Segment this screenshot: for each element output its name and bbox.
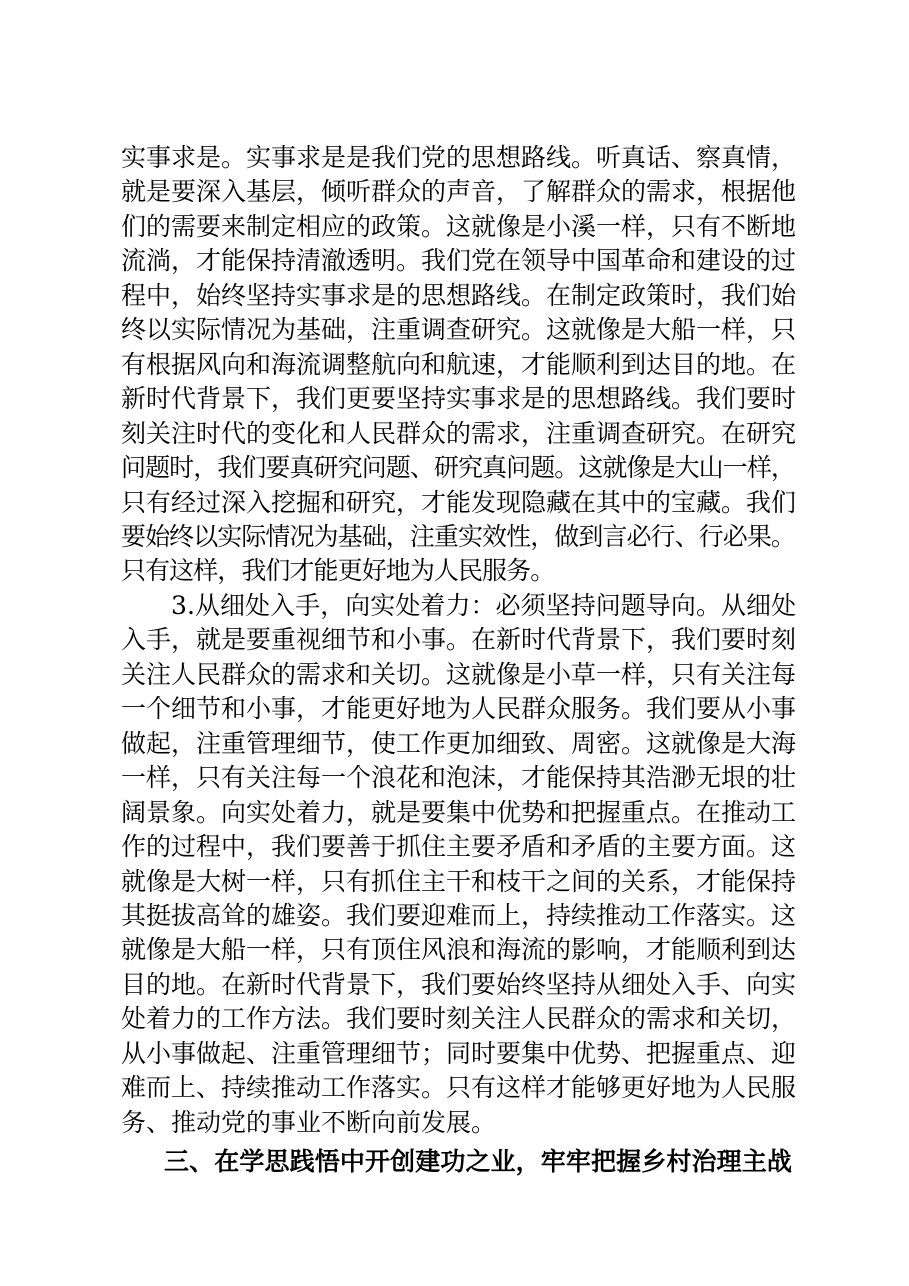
text-line-content: 新时代背景下，我们更要坚持实事求是的思想路线。我们要时	[121, 384, 797, 414]
text-line	[0, 279, 909, 313]
text-line-content: 就是要深入基层，倾听群众的声音，了解群众的需求，根据他	[121, 177, 797, 207]
text-line	[0, 623, 909, 657]
text-line-content: 刻关注时代的变化和人民群众的需求，注重调查研究。在研究	[121, 418, 797, 448]
text-line-content: 做起，注重管理细节，使工作更加细致、周密。这就像是大海	[121, 728, 797, 758]
text-line-content: 务、推动党的事业不断向前发展。	[121, 1107, 497, 1137]
text-line	[0, 520, 909, 554]
text-line	[0, 968, 909, 1002]
text-line-content: 终以实际情况为基础，注重调查研究。这就像是大船一样，只	[121, 315, 797, 345]
text-line	[0, 589, 909, 623]
text-line-content: 处着力的工作方法。我们要时刻关注人民群众的需求和关切，	[121, 1004, 797, 1034]
text-line	[0, 417, 909, 451]
text-line	[0, 244, 909, 278]
text-line-content: 就像是大船一样，只有顶住风浪和海流的影响，才能顺利到达	[121, 935, 797, 965]
text-line-content: 其挺拔高耸的雄姿。我们要迎难而上，持续推动工作落实。这	[121, 900, 797, 930]
text-line-content: 作的过程中，我们要善于抓住主要矛盾和矛盾的主要方面。这	[121, 832, 797, 861]
text-line	[0, 141, 909, 175]
text-line	[0, 727, 909, 761]
text-line	[0, 348, 909, 382]
text-line-content: 一样，只有关注每一个浪花和泡沫，才能保持其浩渺无垠的壮	[121, 763, 797, 793]
section-heading	[0, 1144, 909, 1180]
text-line	[0, 692, 909, 726]
text-line-content: 程中，始终坚持实事求是的思想路线。在制定政策时，我们始	[121, 280, 797, 310]
text-line	[0, 175, 909, 209]
text-line	[0, 933, 909, 967]
text-line-content: 实事求是。实事求是是我们党的思想路线。听真话、察真情，	[121, 143, 797, 172]
text-line	[0, 1002, 909, 1036]
text-line	[0, 658, 909, 692]
text-line	[0, 210, 909, 244]
text-line	[0, 1037, 909, 1071]
text-line-content: 有根据风向和海流调整航向和航速，才能顺利到达目的地。在	[121, 349, 797, 379]
text-line	[0, 382, 909, 416]
text-line-content: 目的地。在新时代背景下，我们要始终坚持从细处入手、向实	[121, 969, 797, 999]
text-line	[0, 451, 909, 485]
text-line	[0, 1106, 909, 1140]
text-line-content: 3.从细处入手，向实处着力：必须坚持问题导向。从细处	[171, 590, 797, 620]
text-line-content: 关注人民群众的需求和关切。这就像是小草一样，只有关注每	[121, 659, 797, 689]
text-line-content: 只有这样，我们才能更好地为人民服务。	[121, 556, 555, 586]
text-line-content: 只有经过深入挖掘和研究，才能发现隐藏在其中的宝藏。我们	[121, 487, 797, 517]
text-line-content: 从小事做起、注重管理细节；同时要集中优势、把握重点、迎	[121, 1038, 797, 1068]
text-line-content: 就像是大树一样，只有抓住主干和枝干之间的关系，才能保持	[121, 866, 797, 896]
text-line	[0, 830, 909, 864]
text-line	[0, 313, 909, 347]
text-line	[0, 554, 909, 588]
text-line	[0, 761, 909, 795]
text-line-content: 一个细节和小事，才能更好地为人民群众服务。我们要从小事	[121, 694, 797, 724]
text-line-content: 问题时，我们要真研究问题、研究真问题。这就像是大山一样，	[121, 453, 795, 483]
text-line	[0, 486, 909, 520]
text-line	[0, 796, 909, 830]
text-line	[0, 1071, 909, 1105]
text-line-content: 入手，就是要重视细节和小事。在新时代背景下，我们要时刻	[121, 625, 797, 655]
text-line-content: 阔景象。向实处着力，就是要集中优势和把握重点。在推动工	[121, 797, 797, 827]
text-line-content: 难而上、持续推动工作落实。只有这样才能够更好地为人民服	[121, 1073, 797, 1103]
text-line-content: 要始终以实际情况为基础，注重实效性，做到言必行、行必果。	[121, 522, 795, 551]
text-line-content: 们的需要来制定相应的政策。这就像是小溪一样，只有不断地	[121, 211, 797, 241]
text-line	[0, 899, 909, 933]
section-heading-text: 三、在学思践悟中开创建功之业，牢牢把握乡村治理主战	[164, 1147, 793, 1177]
text-line-content: 流淌，才能保持清澈透明。我们党在领导中国革命和建设的过	[121, 246, 797, 276]
text-line	[0, 865, 909, 899]
